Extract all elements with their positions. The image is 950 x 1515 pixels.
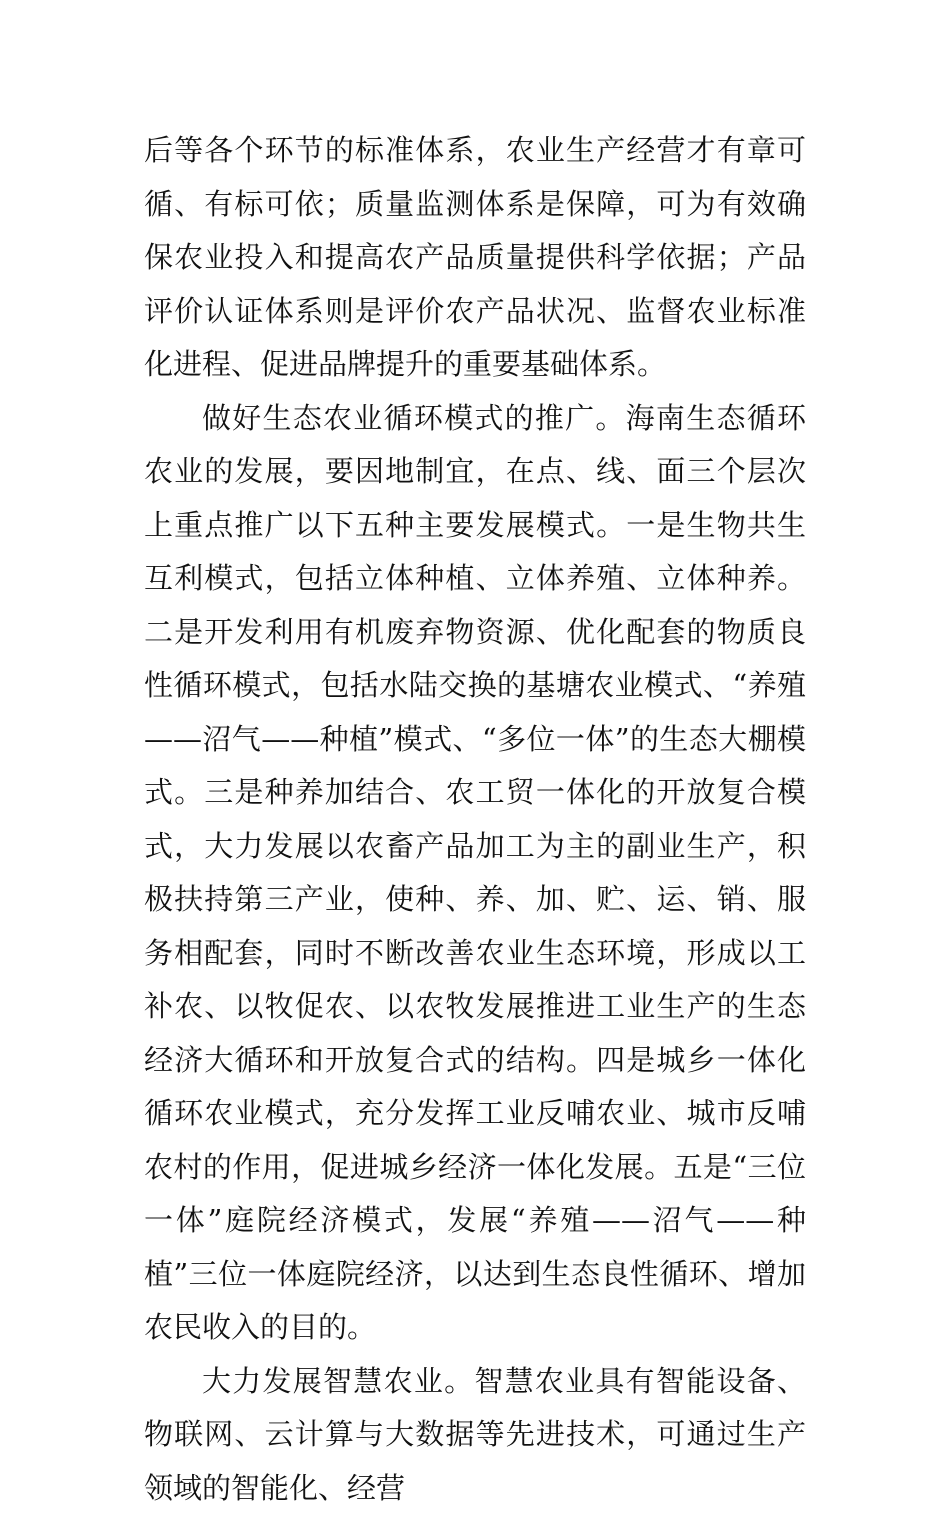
paragraph-standards-continued: 后等各个环节的标准体系，农业生产经营才有章可循、有标可依；质量监测体系是保障，可为有效确保农业投入和提高农产品质量提供科学依据；产品评价认证体系则是评价农产品状况、监督农业标准化进程、促进品牌提升的重要基础体系。	[144, 124, 806, 392]
paragraph-eco-circular-models: 做好生态农业循环模式的推广。海南生态循环农业的发展，要因地制宜，在点、线、面三个层次上重点推广以下五种主要发展模式。一是生物共生互利模式，包括立体种植、立体养殖、立体种养。二是开发利用有机废弃物资源、优化配套的物质良性循环模式，包括水陆交换的基塘农业模式、“养殖——沼气——种植”模式、“多位一体”的生态大棚模式。三是种养加结合、农工贸一体化的开放复合模式，大力发展以农畜产品加工为主的副业生产，积极扶持第三产业，使种、养、加、贮、运、销、服务相配套，同时不断改善农业生态环境，形成以工补农、以牧促农、以农牧发展推进工业生产的生态经济大循环和开放复合式的结构。四是城乡一体化循环农业模式，充分发挥工业反哺农业、城市反哺农村的作用，促进城乡经济一体化发展。五是“三位一体”庭院经济模式，发展“养殖——沼气——种植”三位一体庭院经济，以达到生态良性循环、增加农民收入的目的。	[144, 392, 806, 1355]
paragraph-smart-agriculture: 大力发展智慧农业。智慧农业具有智能设备、物联网、云计算与大数据等先进技术，可通过生产领域的智能化、经营	[144, 1355, 806, 1515]
document-body	[144, 124, 806, 1515]
